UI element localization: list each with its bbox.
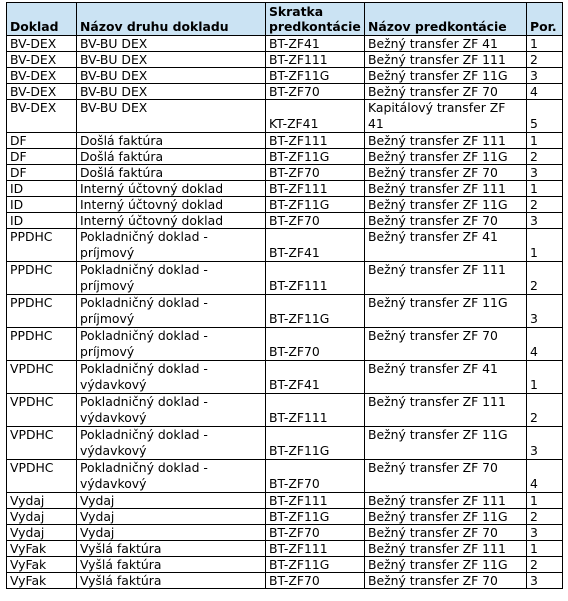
cell-nazov-predkontacie: Bežný transfer ZF 70 <box>365 328 527 361</box>
cell-skratka-predkontacie: BT-ZF11G <box>266 68 365 84</box>
cell-doklad: BV-DEX <box>7 84 77 100</box>
cell-poradie: 4 <box>527 84 563 100</box>
table-body <box>7 36 563 589</box>
header-row <box>7 3 563 36</box>
cell-poradie: 2 <box>527 197 563 213</box>
cell-poradie: 3 <box>527 165 563 181</box>
cell-poradie: 3 <box>527 295 563 328</box>
cell-doklad: ID <box>7 197 77 213</box>
cell-poradie: 4 <box>527 460 563 493</box>
table-row <box>7 525 563 541</box>
cell-skratka-predkontacie: BT-ZF111 <box>266 133 365 149</box>
cell-doklad: BV-DEX <box>7 68 77 84</box>
header-nazov-druhu-dokladu: Názov druhu dokladu <box>77 3 266 36</box>
cell-nazov-predkontacie: Bežný transfer ZF 41 <box>365 361 527 394</box>
cell-nazov-predkontacie: Bežný transfer ZF 11G <box>365 197 527 213</box>
cell-nazov-druhu-dokladu: Pokladničný doklad - príjmový <box>77 295 266 328</box>
cell-nazov-predkontacie: Bežný transfer ZF 111 <box>365 181 527 197</box>
cell-nazov-druhu-dokladu: Vydaj <box>77 509 266 525</box>
cell-skratka-predkontacie: BT-ZF111 <box>266 394 365 427</box>
cell-poradie: 2 <box>527 149 563 165</box>
cell-nazov-predkontacie: Bežný transfer ZF 11G <box>365 427 527 460</box>
cell-poradie: 1 <box>527 541 563 557</box>
cell-doklad: VyFak <box>7 557 77 573</box>
cell-poradie: 5 <box>527 100 563 133</box>
cell-nazov-predkontacie: Bežný transfer ZF 11G <box>365 557 527 573</box>
cell-skratka-predkontacie: BT-ZF11G <box>266 295 365 328</box>
cell-skratka-predkontacie: BT-ZF70 <box>266 328 365 361</box>
cell-doklad: VPDHC <box>7 427 77 460</box>
cell-skratka-predkontacie: BT-ZF70 <box>266 213 365 229</box>
cell-skratka-predkontacie: BT-ZF11G <box>266 509 365 525</box>
cell-poradie: 1 <box>527 36 563 52</box>
cell-doklad: PPDHC <box>7 229 77 262</box>
cell-poradie: 1 <box>527 229 563 262</box>
cell-skratka-predkontacie: BT-ZF11G <box>266 427 365 460</box>
table-row <box>7 84 563 100</box>
table-row <box>7 361 563 394</box>
table-row <box>7 509 563 525</box>
cell-skratka-predkontacie: BT-ZF70 <box>266 525 365 541</box>
cell-doklad: VPDHC <box>7 394 77 427</box>
cell-nazov-predkontacie: Bežný transfer ZF 11G <box>365 295 527 328</box>
cell-skratka-predkontacie: BT-ZF41 <box>266 36 365 52</box>
cell-doklad: PPDHC <box>7 295 77 328</box>
cell-nazov-druhu-dokladu: Pokladničný doklad - výdavkový <box>77 394 266 427</box>
cell-nazov-druhu-dokladu: BV-BU DEX <box>77 68 266 84</box>
cell-poradie: 4 <box>527 328 563 361</box>
cell-nazov-druhu-dokladu: Interný účtovný doklad <box>77 213 266 229</box>
document-table <box>6 2 563 589</box>
cell-nazov-predkontacie: Bežný transfer ZF 111 <box>365 52 527 68</box>
cell-nazov-druhu-dokladu: Došlá faktúra <box>77 133 266 149</box>
table-row <box>7 229 563 262</box>
cell-nazov-druhu-dokladu: Pokladničný doklad - výdavkový <box>77 427 266 460</box>
cell-nazov-predkontacie: Bežný transfer ZF 111 <box>365 493 527 509</box>
cell-nazov-predkontacie: Bežný transfer ZF 70 <box>365 165 527 181</box>
table-row <box>7 68 563 84</box>
cell-doklad: VPDHC <box>7 460 77 493</box>
cell-poradie: 2 <box>527 52 563 68</box>
cell-poradie: 3 <box>527 427 563 460</box>
cell-nazov-predkontacie: Bežný transfer ZF 11G <box>365 68 527 84</box>
table-row <box>7 197 563 213</box>
header-nazov-predkontacie: Názov predkontácie <box>365 3 527 36</box>
cell-doklad: PPDHC <box>7 262 77 295</box>
cell-nazov-druhu-dokladu: Pokladničný doklad - príjmový <box>77 229 266 262</box>
cell-nazov-druhu-dokladu: BV-BU DEX <box>77 84 266 100</box>
cell-doklad: DF <box>7 133 77 149</box>
cell-doklad: ID <box>7 181 77 197</box>
table-row <box>7 149 563 165</box>
cell-skratka-predkontacie: BT-ZF111 <box>266 541 365 557</box>
cell-poradie: 3 <box>527 525 563 541</box>
table-row <box>7 213 563 229</box>
header-poradie: Por. <box>527 3 563 36</box>
table-row <box>7 36 563 52</box>
cell-skratka-predkontacie: BT-ZF11G <box>266 197 365 213</box>
table-row <box>7 262 563 295</box>
cell-poradie: 1 <box>527 493 563 509</box>
cell-nazov-druhu-dokladu: Pokladničný doklad - príjmový <box>77 262 266 295</box>
table-row <box>7 541 563 557</box>
table-row <box>7 133 563 149</box>
header-doklad: Doklad <box>7 3 77 36</box>
cell-poradie: 2 <box>527 394 563 427</box>
cell-doklad: PPDHC <box>7 328 77 361</box>
cell-nazov-druhu-dokladu: BV-BU DEX <box>77 52 266 68</box>
cell-poradie: 3 <box>527 573 563 589</box>
cell-doklad: Vydaj <box>7 509 77 525</box>
table-row <box>7 557 563 573</box>
table-row <box>7 493 563 509</box>
cell-poradie: 1 <box>527 133 563 149</box>
cell-skratka-predkontacie: BT-ZF111 <box>266 181 365 197</box>
cell-nazov-druhu-dokladu: Interný účtovný doklad <box>77 181 266 197</box>
table-row <box>7 295 563 328</box>
cell-skratka-predkontacie: BT-ZF70 <box>266 573 365 589</box>
cell-nazov-predkontacie: Bežný transfer ZF 70 <box>365 460 527 493</box>
cell-poradie: 2 <box>527 509 563 525</box>
cell-doklad: BV-DEX <box>7 52 77 68</box>
cell-poradie: 2 <box>527 557 563 573</box>
cell-nazov-druhu-dokladu: Došlá faktúra <box>77 149 266 165</box>
cell-nazov-predkontacie: Bežný transfer ZF 111 <box>365 541 527 557</box>
cell-nazov-druhu-dokladu: Pokladničný doklad - výdavkový <box>77 460 266 493</box>
table-row <box>7 52 563 68</box>
cell-skratka-predkontacie: BT-ZF41 <box>266 361 365 394</box>
cell-skratka-predkontacie: BT-ZF11G <box>266 149 365 165</box>
cell-skratka-predkontacie: KT-ZF41 <box>266 100 365 133</box>
cell-nazov-druhu-dokladu: Interný účtovný doklad <box>77 197 266 213</box>
table-row <box>7 100 563 133</box>
cell-nazov-predkontacie: Bežný transfer ZF 111 <box>365 262 527 295</box>
cell-nazov-predkontacie: Bežný transfer ZF 70 <box>365 573 527 589</box>
cell-doklad: Vydaj <box>7 525 77 541</box>
cell-skratka-predkontacie: BT-ZF70 <box>266 460 365 493</box>
cell-nazov-predkontacie: Kapitálový transfer ZF 41 <box>365 100 527 133</box>
cell-nazov-predkontacie: Bežný transfer ZF 70 <box>365 525 527 541</box>
cell-skratka-predkontacie: BT-ZF41 <box>266 229 365 262</box>
cell-doklad: DF <box>7 149 77 165</box>
table-row <box>7 427 563 460</box>
cell-nazov-druhu-dokladu: Vyšlá faktúra <box>77 557 266 573</box>
cell-skratka-predkontacie: BT-ZF111 <box>266 493 365 509</box>
cell-nazov-predkontacie: Bežný transfer ZF 70 <box>365 84 527 100</box>
cell-nazov-druhu-dokladu: BV-BU DEX <box>77 36 266 52</box>
table-row <box>7 394 563 427</box>
cell-nazov-druhu-dokladu: Vydaj <box>77 493 266 509</box>
cell-nazov-predkontacie: Bežný transfer ZF 41 <box>365 36 527 52</box>
cell-nazov-druhu-dokladu: Vyšlá faktúra <box>77 573 266 589</box>
cell-nazov-predkontacie: Bežný transfer ZF 111 <box>365 133 527 149</box>
cell-skratka-predkontacie: BT-ZF111 <box>266 52 365 68</box>
cell-nazov-predkontacie: Bežný transfer ZF 11G <box>365 149 527 165</box>
table-row <box>7 328 563 361</box>
cell-nazov-predkontacie: Bežný transfer ZF 111 <box>365 394 527 427</box>
cell-nazov-druhu-dokladu: Vydaj <box>77 525 266 541</box>
cell-nazov-druhu-dokladu: Pokladničný doklad - príjmový <box>77 328 266 361</box>
cell-nazov-predkontacie: Bežný transfer ZF 11G <box>365 509 527 525</box>
cell-nazov-druhu-dokladu: Pokladničný doklad - výdavkový <box>77 361 266 394</box>
cell-skratka-predkontacie: BT-ZF70 <box>266 165 365 181</box>
cell-doklad: Vydaj <box>7 493 77 509</box>
cell-skratka-predkontacie: BT-ZF70 <box>266 84 365 100</box>
cell-nazov-predkontacie: Bežný transfer ZF 41 <box>365 229 527 262</box>
cell-poradie: 1 <box>527 361 563 394</box>
cell-doklad: DF <box>7 165 77 181</box>
cell-doklad: VyFak <box>7 573 77 589</box>
cell-nazov-druhu-dokladu: BV-BU DEX <box>77 100 266 133</box>
table-row <box>7 460 563 493</box>
cell-doklad: VyFak <box>7 541 77 557</box>
cell-skratka-predkontacie: BT-ZF111 <box>266 262 365 295</box>
cell-nazov-predkontacie: Bežný transfer ZF 70 <box>365 213 527 229</box>
cell-nazov-druhu-dokladu: Vyšlá faktúra <box>77 541 266 557</box>
table-row <box>7 181 563 197</box>
cell-poradie: 1 <box>527 181 563 197</box>
header-skratka-predkontacie: Skratka predkontácie <box>266 3 365 36</box>
table-row <box>7 165 563 181</box>
cell-doklad: ID <box>7 213 77 229</box>
table-row <box>7 573 563 589</box>
cell-doklad: BV-DEX <box>7 100 77 133</box>
cell-doklad: VPDHC <box>7 361 77 394</box>
table-header <box>7 3 563 36</box>
cell-poradie: 3 <box>527 213 563 229</box>
cell-doklad: BV-DEX <box>7 36 77 52</box>
cell-nazov-druhu-dokladu: Došlá faktúra <box>77 165 266 181</box>
cell-poradie: 2 <box>527 262 563 295</box>
cell-poradie: 3 <box>527 68 563 84</box>
cell-skratka-predkontacie: BT-ZF11G <box>266 557 365 573</box>
